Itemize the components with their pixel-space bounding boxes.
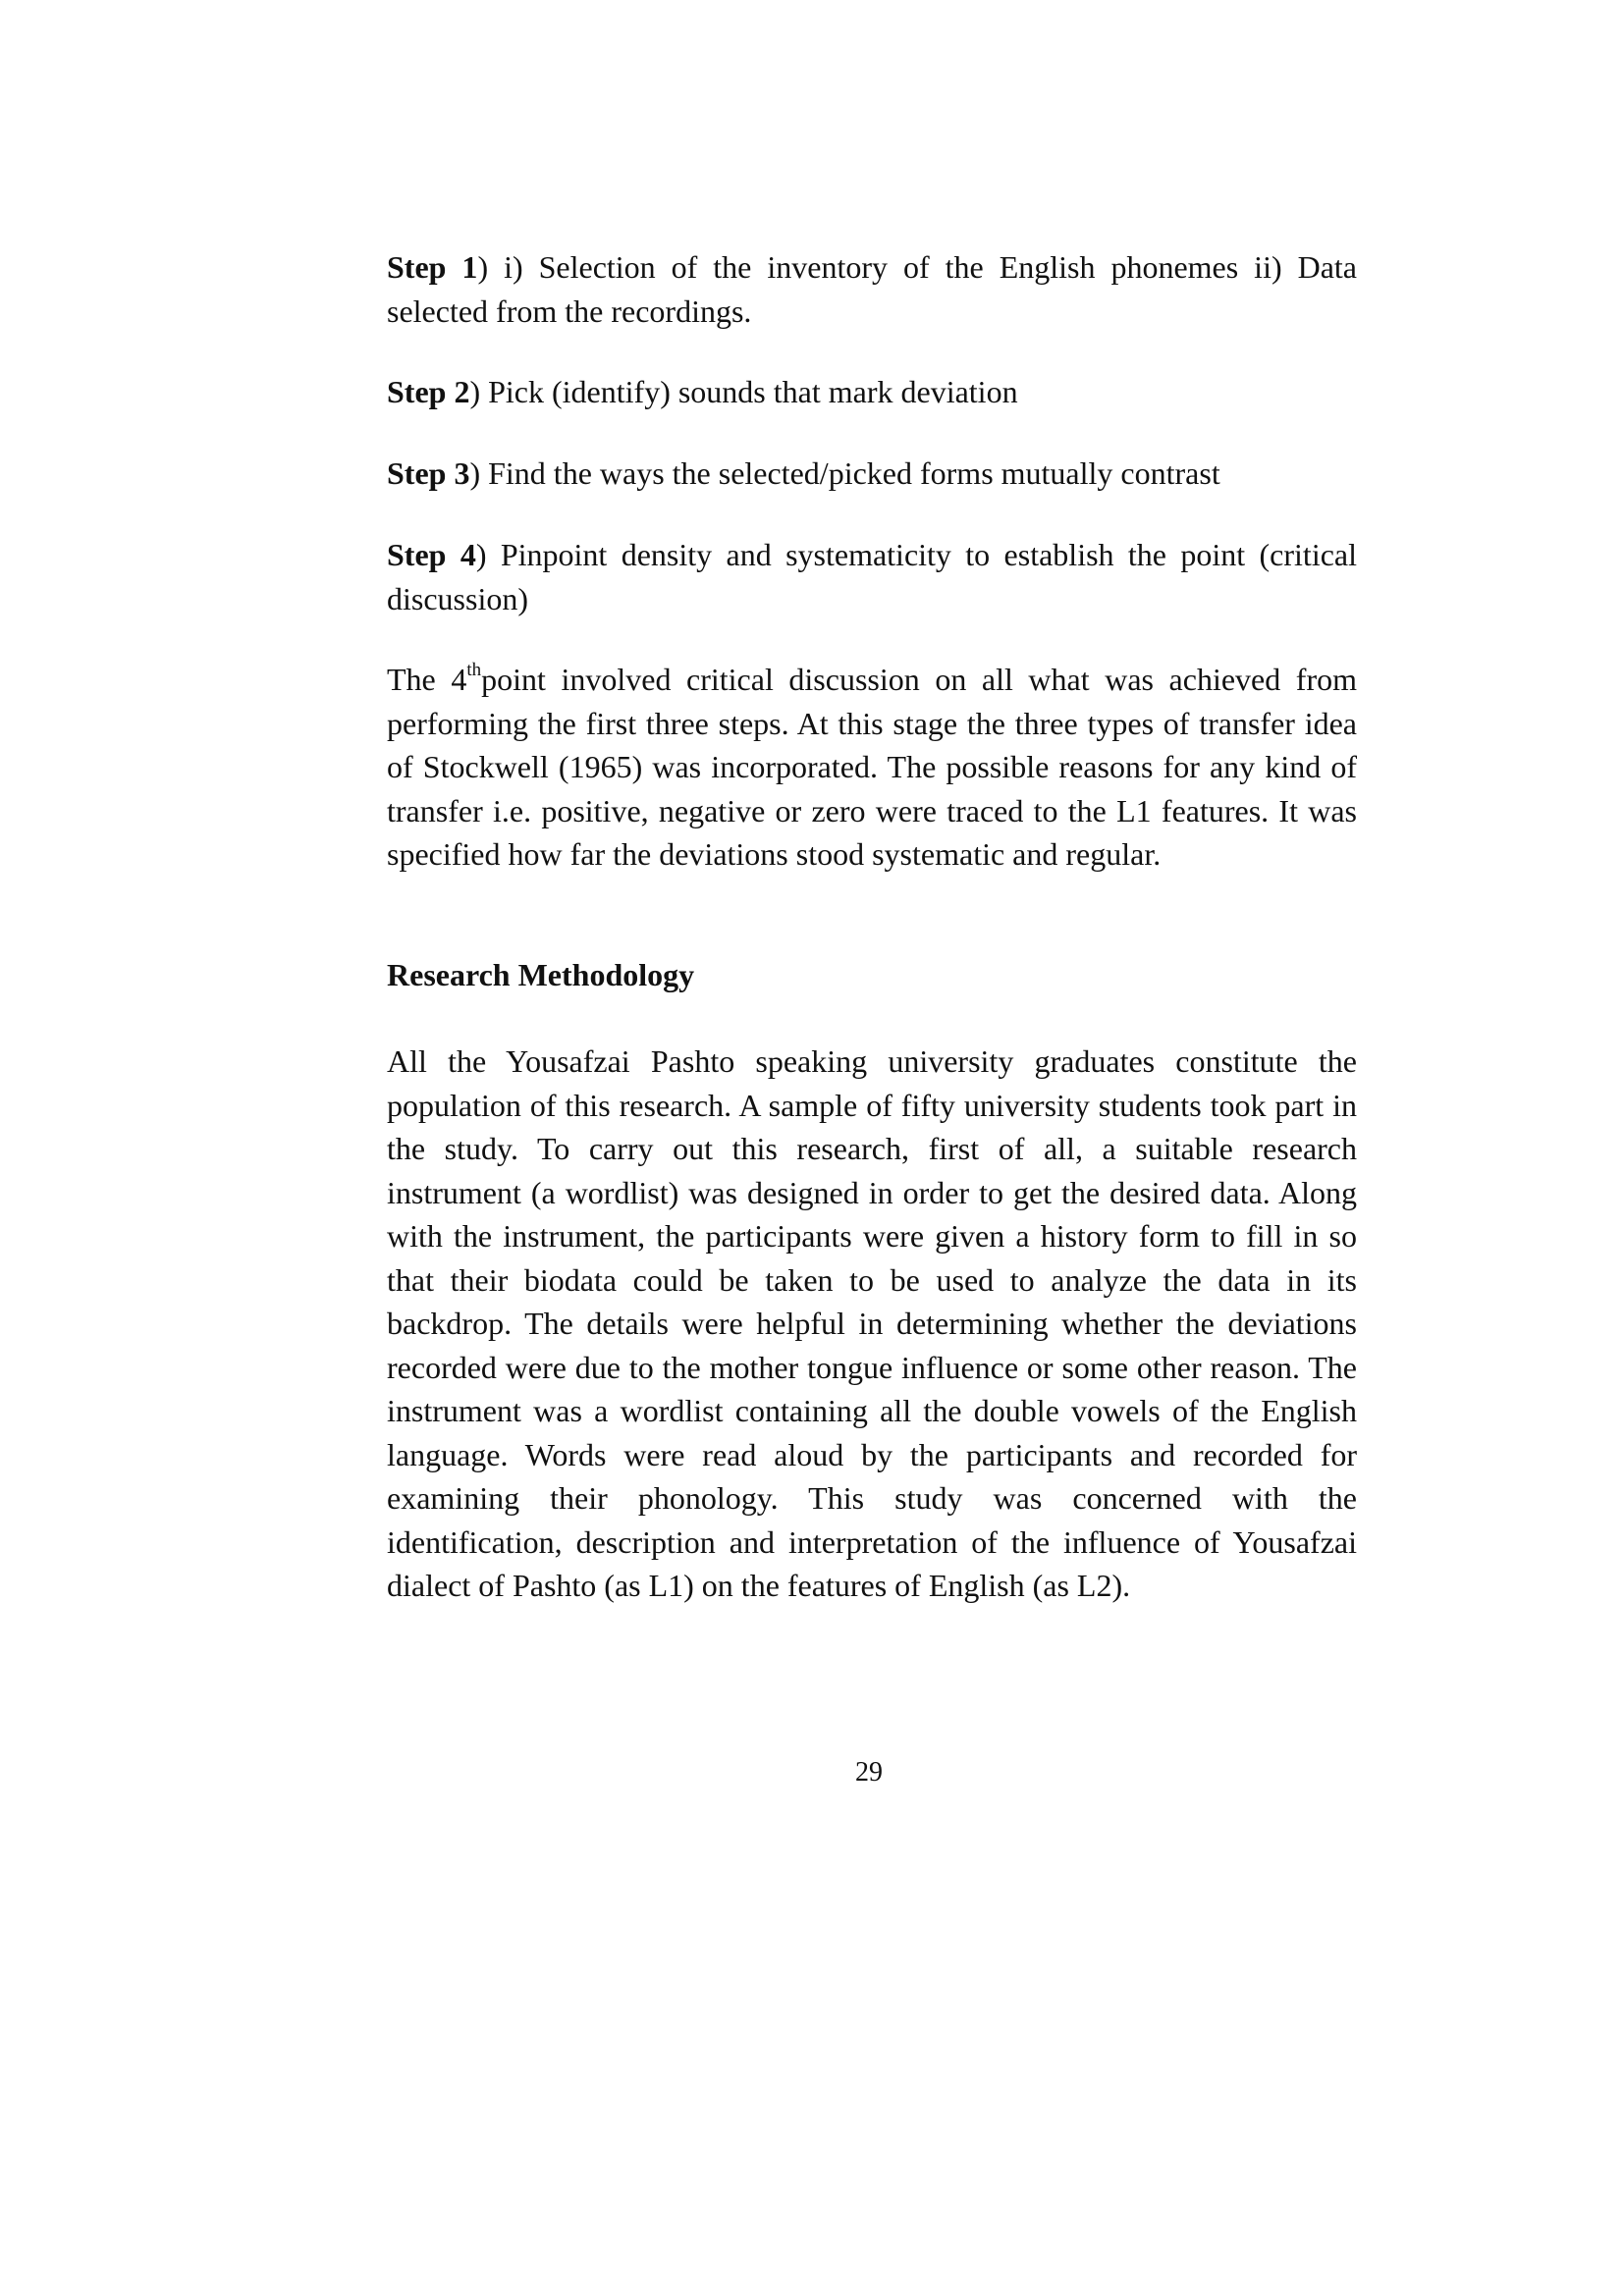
step-4-paragraph — [387, 533, 1357, 620]
step-2-paren: ) — [469, 374, 481, 409]
step-2-label: Step 2 — [387, 374, 470, 409]
step-4-text: Pinpoint density and systematicity to establish the point (critical discussion) — [387, 537, 1358, 616]
step-1-paragraph — [387, 245, 1357, 333]
ordinal-superscript: th — [466, 660, 482, 681]
step-1-label: Step 1 — [387, 249, 478, 285]
step-3-paragraph — [387, 452, 1357, 496]
step-3-label: Step 3 — [387, 455, 470, 491]
section-heading: Research Methodology — [387, 957, 695, 992]
fourth-point-lead: The 4 — [387, 662, 467, 697]
page-number: 29 — [855, 1757, 883, 1788]
step-4-label: Step 4 — [387, 537, 476, 572]
methodology-paragraph: All the Yousafzai Pashto speaking university graduates constitute the population of this research. A sample of fifty university students took part in the study. To carry out this research, first of all, a suitable research instrument (a wordlist) was designed in order to get the desired data. Along with the instrument, the participants were given a history form to fill in so that their biodata could be taken to be used to analyze the data in its backdrop. The details were helpful in determining whether the deviations recorded were due to the mother tongue influence or some other reason. The instrument was a wordlist containing all the double vowels of the English language. Words were read aloud by the participants and recorded for examining their phonology. This study was concerned with the identification, description and interpretation of the influence of Yousafzai dialect of Pashto (as L1) on the features of English (as L2). — [387, 1043, 1357, 1603]
step-1-paren: ) — [477, 249, 489, 285]
step-3-text: Find the ways the selected/picked forms mutually contrast — [480, 455, 1220, 491]
step-4-paren: ) — [475, 537, 487, 572]
step-1-text: i) Selection of the inventory of the English phonemes ii) Data selected from the recordings. — [387, 249, 1358, 329]
step-2-text: Pick (identify) sounds that mark deviation — [480, 374, 1018, 409]
step-3-paren: ) — [469, 455, 481, 491]
step-2-paragraph — [387, 370, 1357, 414]
fourth-point-text: point involved critical discussion on all what was achieved from performing the first three steps. At this stage the three types of transfer idea of Stockwell (1965) was incorporated. The possible reasons for any kind of transfer i.e. positive, negative or zero were traced to the L1 features. It was specified how far the deviations stood systematic and regular. — [387, 662, 1358, 872]
fourth-point-paragraph — [387, 658, 1357, 877]
